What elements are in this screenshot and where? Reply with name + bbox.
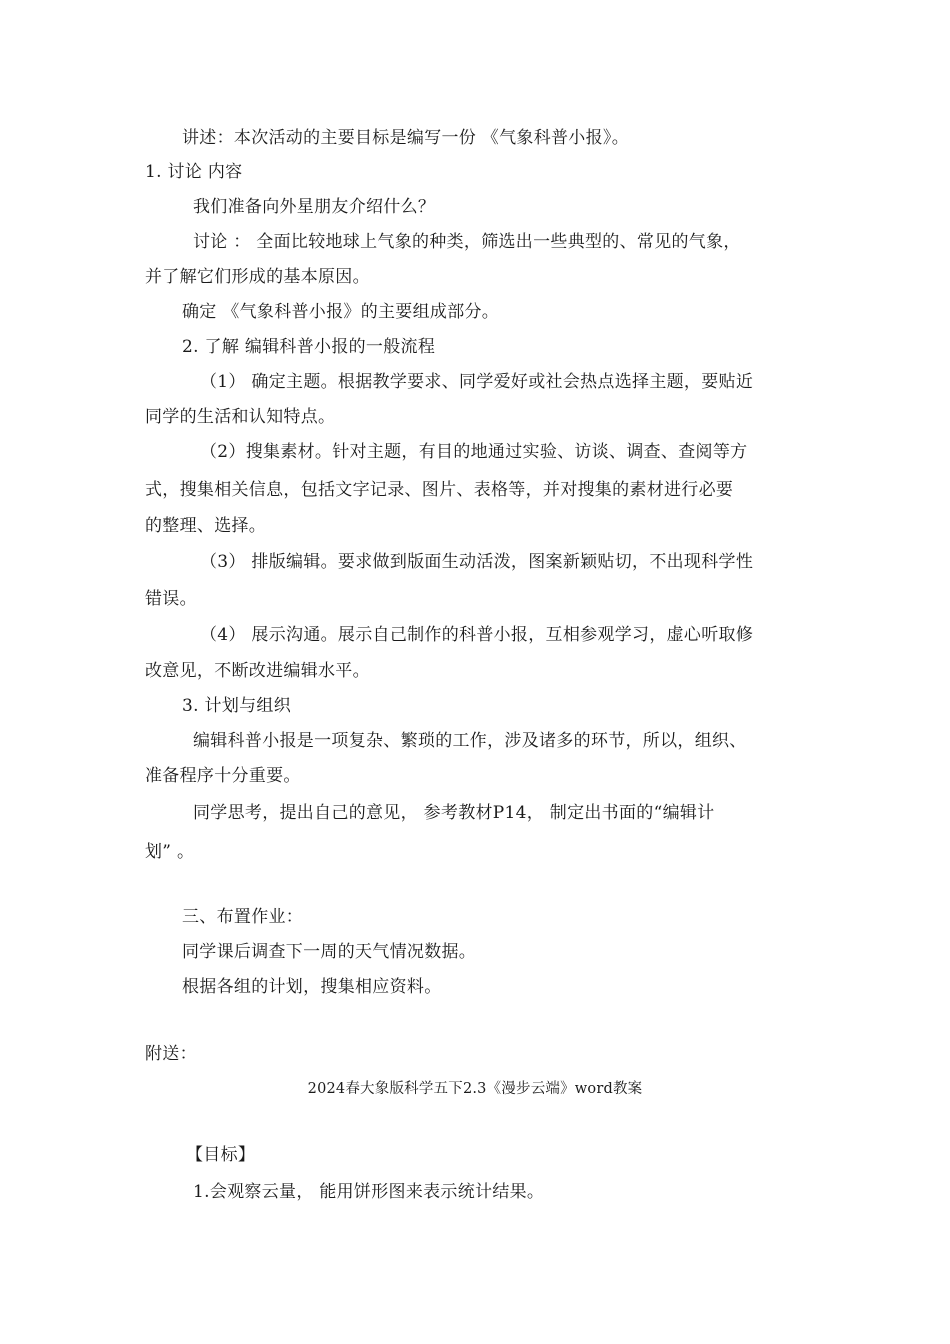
step-4-line-1: （4） 展示沟通。展示自己制作的科普小报，互相参观学习，虚心听取修 bbox=[200, 625, 754, 645]
section-3-para-2-line-1: 同学思考，提出自己的意见， 参考教材P14， 制定出书面的“编辑计 bbox=[193, 803, 715, 823]
homework-item-2: 根据各组的计划，搜集相应资料。 bbox=[182, 977, 442, 997]
section-1-question: 我们准备向外星朋友介绍什么？ bbox=[193, 197, 436, 217]
section-1-discussion-line-1: 讨论 ： 全面比较地球上气象的种类，筛选出一些典型的、常见的气象， bbox=[193, 232, 741, 252]
section-3-para-1-line-1: 编辑科普小报是一项复杂、繁琐的工作，涉及诸多的环节，所以，组织、 bbox=[193, 731, 747, 751]
goal-item-1: 1.会观察云量， 能用饼形图来表示统计结果。 bbox=[193, 1182, 545, 1202]
homework-heading: 三、布置作业： bbox=[182, 907, 304, 927]
section-1-confirm: 确定 《气象科普小报》的主要组成部分。 bbox=[182, 302, 500, 322]
step-2-line-2: 式，搜集相关信息，包括文字记录、图片、表格等，并对搜集的素材进行必要 bbox=[145, 480, 734, 500]
section-3-para-2-line-2: 划” 。 bbox=[145, 842, 195, 862]
section-1-discussion-line-2: 并了解它们形成的基本原因。 bbox=[145, 267, 370, 287]
step-3-line-2: 错误。 bbox=[145, 589, 197, 609]
appendix-label: 附送： bbox=[145, 1044, 197, 1064]
step-3-line-1: （3） 排版编辑。要求做到版面生动活泼，图案新颖贴切，不出现科学性 bbox=[200, 552, 754, 572]
step-1-line-2: 同学的生活和认知特点。 bbox=[145, 407, 336, 427]
step-4-line-2: 改意见，不断改进编辑水平。 bbox=[145, 661, 370, 681]
goal-heading: 【目标】 bbox=[186, 1145, 256, 1165]
appendix-title: 2024春大象版科学五下2.3《漫步云端》word教案 bbox=[307, 1081, 643, 1097]
homework-item-1: 同学课后调查下一周的天气情况数据。 bbox=[182, 942, 477, 962]
section-2-heading: 2. 了解 编辑科普小报的一般流程 bbox=[182, 337, 436, 357]
section-3-heading: 3. 计划与组织 bbox=[182, 696, 292, 716]
step-1-line-1: （1） 确定主题。根据教学要求、同学爱好或社会热点选择主题，要贴近 bbox=[200, 372, 754, 392]
step-2-line-3: 的整理、选择。 bbox=[145, 516, 267, 536]
section-3-para-1-line-2: 准备程序十分重要。 bbox=[145, 766, 301, 786]
intro-paragraph: 讲述：本次活动的主要目标是编写一份 《气象科普小报》。 bbox=[182, 128, 630, 148]
section-1-heading: 1. 讨论 内容 bbox=[145, 162, 243, 182]
step-2-line-1: （2）搜集素材。针对主题，有目的地通过实验、访谈、调查、查阅等方 bbox=[200, 442, 748, 462]
